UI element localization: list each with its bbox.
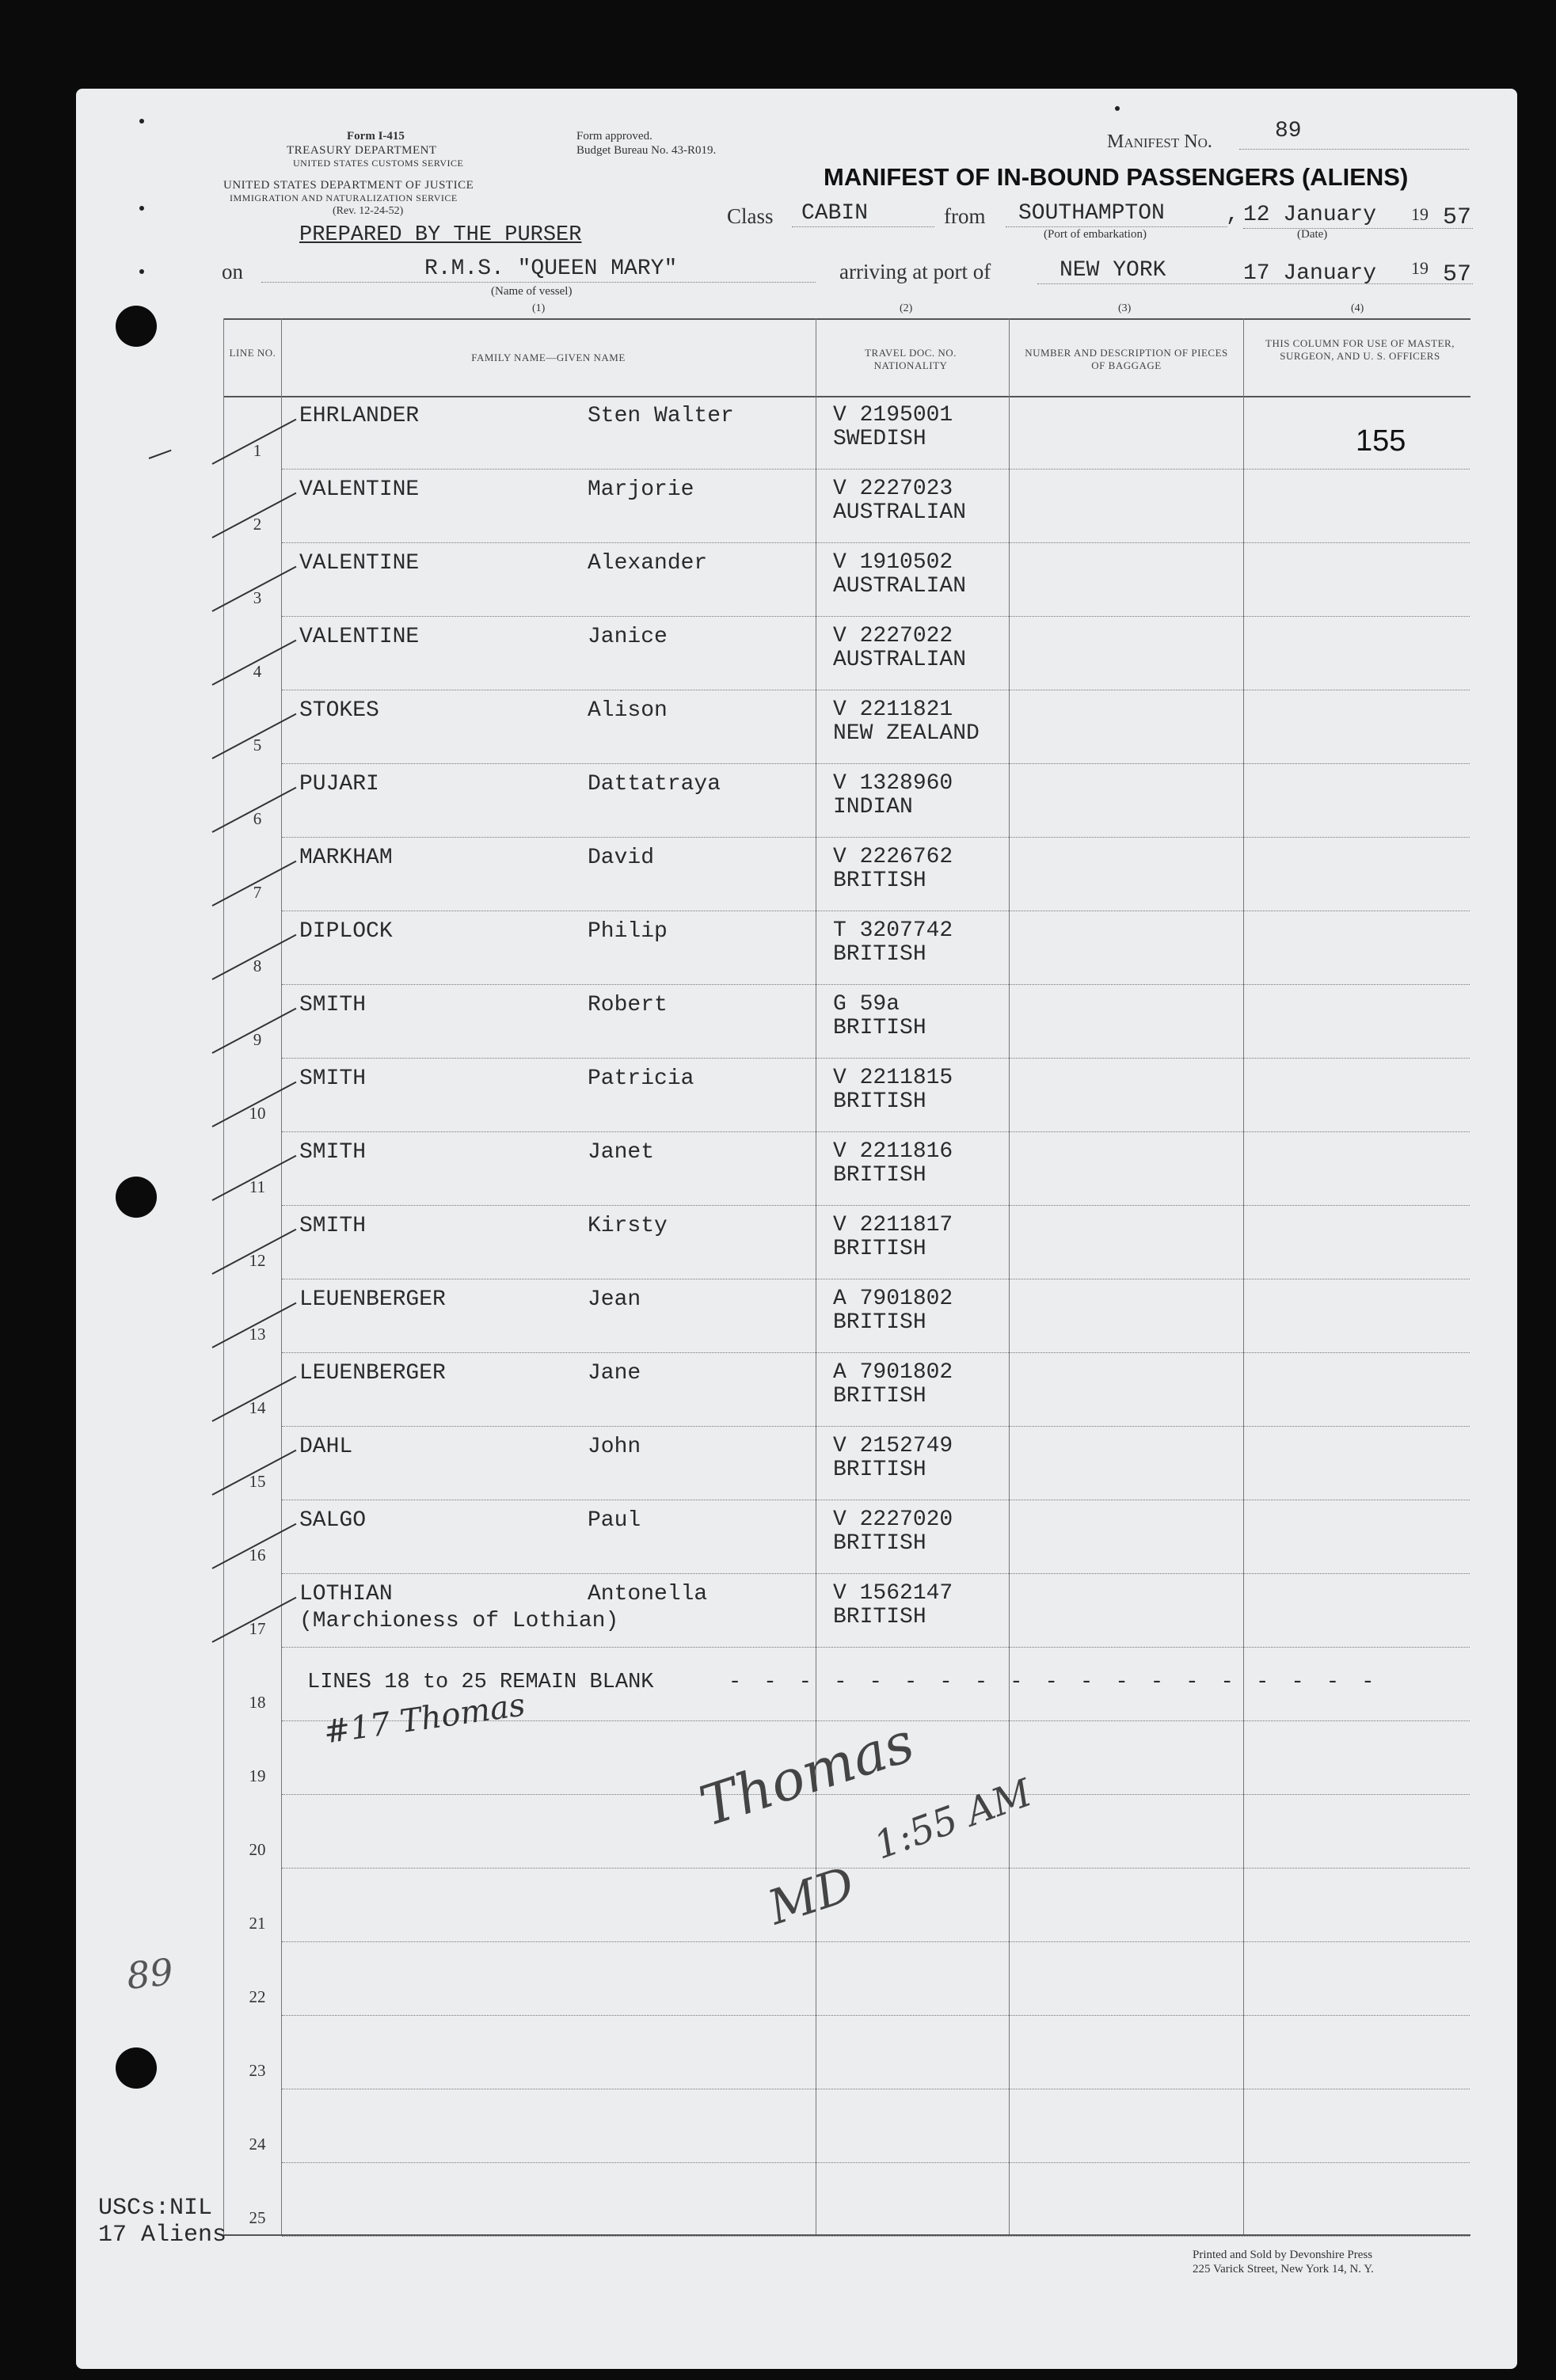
family-name: STOKES — [299, 698, 379, 723]
table-row — [0, 1427, 1556, 1500]
departure-year: 57 — [1443, 204, 1472, 231]
table-row — [0, 543, 1556, 617]
given-name: Patricia — [588, 1066, 694, 1091]
nationality: BRITISH — [833, 1089, 926, 1114]
nationality: AUSTRALIAN — [833, 648, 967, 672]
nationality: BRITISH — [833, 1605, 926, 1629]
ink-dot — [1115, 106, 1120, 111]
travel-doc-number: T 3207742 — [833, 918, 953, 943]
line-number: 20 — [249, 1840, 266, 1859]
vessel-caption: (Name of vessel) — [491, 285, 573, 298]
given-name: Philip — [588, 919, 668, 944]
nationality: AUSTRALIAN — [833, 574, 967, 599]
arrival-year: 57 — [1443, 261, 1472, 288]
family-name: SMITH — [299, 993, 367, 1017]
given-name: David — [588, 846, 655, 870]
travel-doc — [833, 404, 953, 451]
family-name: VALENTINE — [299, 477, 420, 502]
nationality: BRITISH — [833, 1310, 926, 1335]
on-label: on — [222, 260, 243, 283]
travel-doc-number: V 1328960 — [833, 771, 953, 796]
table-row — [0, 764, 1556, 838]
punch-hole — [116, 306, 157, 347]
manifest-number: 89 — [1275, 119, 1302, 143]
arriving-label: arriving at port of — [839, 260, 991, 283]
family-name: DIPLOCK — [299, 919, 393, 944]
given-name: Antonella — [588, 1582, 708, 1606]
travel-doc-number: A 7901802 — [833, 1360, 953, 1385]
line-number: 3 — [253, 588, 262, 607]
vessel-rule — [261, 282, 816, 283]
departure-year-prefix: 19 — [1411, 204, 1429, 224]
manifest-rule — [1239, 149, 1469, 150]
line-number: 22 — [249, 1987, 266, 2006]
family-name: MARKHAM — [299, 846, 393, 870]
nationality: BRITISH — [833, 1016, 926, 1040]
nationality: BRITISH — [833, 1163, 926, 1188]
port-embarkation: SOUTHAMPTON — [1018, 201, 1165, 226]
table-row — [0, 1353, 1556, 1427]
table-row — [0, 1059, 1556, 1132]
given-name: John — [588, 1435, 641, 1459]
printer-line-2: 225 Varick Street, New York 14, N. Y. — [1193, 2263, 1374, 2275]
given-name: Jean — [588, 1287, 641, 1312]
blank-row — [0, 1942, 1556, 2016]
table-row — [0, 1132, 1556, 1206]
travel-doc-number: V 2227020 — [833, 1507, 953, 1532]
line-number: 4 — [253, 662, 262, 681]
table-top-rule — [223, 318, 1470, 320]
travel-doc — [833, 993, 926, 1040]
handwritten-signature: Thomas — [692, 1709, 922, 1839]
line-number: 2 — [253, 515, 262, 534]
table-row — [0, 985, 1556, 1059]
family-name: SALGO — [299, 1508, 367, 1533]
handwritten-time: 1:55 AM — [868, 1770, 1038, 1869]
given-name: Robert — [588, 993, 668, 1017]
port-rule — [1006, 226, 1227, 227]
handwritten-initials: MD — [761, 1856, 862, 1937]
line-number: 12 — [249, 1251, 266, 1270]
family-name: LEUENBERGER — [299, 1287, 446, 1312]
line-number: 8 — [253, 956, 262, 975]
col-4-caption: (4) — [1351, 302, 1364, 314]
table-row — [0, 470, 1556, 543]
travel-doc-number: V 2211817 — [833, 1213, 953, 1238]
travel-doc-number: V 1910502 — [833, 550, 953, 575]
given-name: Marjorie — [588, 477, 694, 502]
line-number: 23 — [249, 2061, 266, 2080]
comma: , — [1226, 203, 1239, 227]
travel-doc-number: V 2227023 — [833, 477, 953, 501]
given-name: Kirsty — [588, 1214, 668, 1238]
travel-doc-number: V 2211816 — [833, 1139, 953, 1164]
travel-doc — [833, 698, 980, 746]
col-1-caption: (1) — [532, 302, 546, 314]
family-name: SMITH — [299, 1214, 367, 1238]
vessel-name: R.M.S. "QUEEN MARY" — [424, 257, 678, 281]
blank-row — [0, 2163, 1556, 2237]
date-caption: (Date) — [1297, 228, 1328, 241]
col-2-caption: (2) — [900, 302, 913, 314]
line-number: 10 — [249, 1104, 266, 1123]
travel-doc — [833, 846, 953, 893]
family-name: SMITH — [299, 1066, 367, 1091]
nationality: NEW ZEALAND — [833, 721, 980, 746]
line-number: 19 — [249, 1766, 266, 1785]
travel-doc-number: V 2211815 — [833, 1066, 953, 1090]
travel-doc-number: V 2226762 — [833, 845, 953, 869]
table-row — [0, 1574, 1556, 1648]
budget-bureau: Budget Bureau No. 43-R019. — [576, 144, 717, 157]
header-baggage: NUMBER AND DESCRIPTION OF PIECES OF BAGGAGE — [1025, 347, 1228, 371]
officer-note: 155 — [1356, 424, 1406, 458]
ink-dot — [139, 269, 144, 274]
line-number: 13 — [249, 1325, 266, 1344]
line-number: 7 — [253, 883, 262, 902]
travel-doc — [833, 919, 953, 967]
header-officers: THIS COLUMN FOR USE OF MASTER, SURGEON, AND U. S. OFFICERS — [1265, 337, 1455, 362]
travel-doc-number: V 2195001 — [833, 403, 953, 428]
line-number: 1 — [253, 441, 262, 460]
customs-service: UNITED STATES CUSTOMS SERVICE — [293, 158, 464, 169]
line-number: 25 — [249, 2208, 266, 2227]
nationality: BRITISH — [833, 1384, 926, 1409]
blank-lines-dashes: - - - - - - - - - - - - - - - - - - - — [729, 1671, 1379, 1694]
travel-doc — [833, 1582, 953, 1629]
dept-treasury: TREASURY DEPARTMENT — [287, 144, 437, 157]
printer-line-1: Printed and Sold by Devonshire Press — [1193, 2249, 1373, 2261]
ink-dot — [139, 206, 144, 211]
nationality: BRITISH — [833, 1237, 926, 1261]
manifest-label: Manifest No. — [1107, 131, 1212, 152]
nationality: BRITISH — [833, 1531, 926, 1556]
table-row — [0, 396, 1556, 470]
travel-doc-number: V 2152749 — [833, 1434, 953, 1458]
prepared-by: PREPARED BY THE PURSER — [299, 223, 582, 247]
travel-doc — [833, 1214, 953, 1261]
departure-date: 12 January — [1243, 203, 1377, 227]
col-3-caption: (3) — [1118, 302, 1132, 314]
nationality: SWEDISH — [833, 427, 926, 451]
travel-doc — [833, 1066, 953, 1114]
date-rule — [1243, 228, 1473, 229]
given-name: Janice — [588, 625, 668, 649]
header-line-no: LINE NO. — [229, 347, 276, 359]
travel-doc — [833, 772, 953, 819]
line-number: 9 — [253, 1030, 262, 1049]
travel-doc — [833, 1435, 953, 1482]
from-label: from — [944, 204, 986, 228]
port-caption: (Port of embarkation) — [1044, 228, 1147, 241]
ink-dot — [139, 119, 144, 124]
revision: (Rev. 12-24-52) — [333, 205, 404, 217]
manifest-title: MANIFEST OF IN-BOUND PASSENGERS (ALIENS) — [824, 163, 1409, 191]
line-number: 15 — [249, 1472, 266, 1491]
class-rule — [792, 226, 934, 227]
class-value: CABIN — [801, 201, 869, 226]
travel-doc-number: V 2227022 — [833, 624, 953, 648]
table-row — [0, 1500, 1556, 1574]
table-row — [0, 1279, 1556, 1353]
line-number: 21 — [249, 1914, 266, 1933]
handwritten-margin-number: 89 — [124, 1950, 176, 1998]
travel-doc — [833, 1508, 953, 1556]
family-name: EHRLANDER — [299, 404, 420, 428]
family-name: LEUENBERGER — [299, 1361, 446, 1386]
form-number: Form I-415 — [347, 130, 405, 143]
line-number: 14 — [249, 1398, 266, 1417]
row-rule — [282, 2236, 1470, 2237]
nationality: BRITISH — [833, 869, 926, 893]
blank-row — [0, 2016, 1556, 2089]
line-number: 6 — [253, 809, 262, 828]
header-travel-doc: TRAVEL DOC. NO. NATIONALITY — [865, 347, 957, 371]
header-name: FAMILY NAME—GIVEN NAME — [471, 352, 626, 363]
given-name: Alison — [588, 698, 668, 723]
travel-doc-number: V 1562147 — [833, 1581, 953, 1606]
form-approved: Form approved. — [576, 130, 652, 143]
arrival-date: 17 January — [1243, 261, 1377, 286]
nationality: BRITISH — [833, 1458, 926, 1482]
class-label: Class — [727, 204, 774, 228]
table-row — [0, 690, 1556, 764]
family-name: SMITH — [299, 1140, 367, 1165]
stamp-line-2: 17 Aliens — [98, 2222, 227, 2249]
given-name: Sten Walter — [588, 404, 734, 428]
line-number: 24 — [249, 2135, 266, 2154]
family-name: DAHL — [299, 1435, 353, 1459]
line-number: 17 — [249, 1619, 266, 1638]
given-name: Janet — [588, 1140, 655, 1165]
arrival-year-prefix: 19 — [1411, 258, 1429, 278]
blank-lines-note: LINES 18 to 25 REMAIN BLANK — [307, 1671, 654, 1694]
travel-doc-number: A 7901802 — [833, 1287, 953, 1311]
line-number: 11 — [249, 1177, 266, 1196]
nationality: AUSTRALIAN — [833, 500, 967, 525]
table-row — [0, 911, 1556, 985]
table-row — [0, 838, 1556, 911]
travel-doc — [833, 1287, 953, 1335]
line-number: 16 — [249, 1545, 266, 1564]
given-name: Alexander — [588, 551, 708, 576]
handwritten-count: #17 Thomas — [321, 1686, 527, 1751]
blank-row — [0, 2089, 1556, 2163]
immigration-service: IMMIGRATION AND NATURALIZATION SERVICE — [230, 192, 458, 203]
stamp-line-1: USCs:NIL — [98, 2195, 213, 2222]
travel-doc — [833, 1140, 953, 1188]
line-number: 5 — [253, 736, 262, 755]
family-name: VALENTINE — [299, 625, 420, 649]
table-row — [0, 1206, 1556, 1279]
travel-doc — [833, 1361, 953, 1409]
given-name: Paul — [588, 1508, 641, 1533]
family-name: PUJARI — [299, 772, 379, 797]
travel-doc — [833, 625, 966, 672]
travel-doc-number: V 2211821 — [833, 698, 953, 722]
nationality: BRITISH — [833, 942, 926, 967]
nationality: INDIAN — [833, 795, 913, 819]
given-name: Dattatraya — [588, 772, 721, 797]
name-extra: (Marchioness of Lothian) — [299, 1609, 619, 1633]
port-arrival: NEW YORK — [1060, 258, 1166, 283]
line-number: 18 — [249, 1693, 266, 1712]
family-name: VALENTINE — [299, 551, 420, 576]
given-name: Jane — [588, 1361, 641, 1386]
table-row — [0, 617, 1556, 690]
family-name: LOTHIAN — [299, 1582, 393, 1606]
travel-doc — [833, 551, 966, 599]
travel-doc — [833, 477, 966, 525]
travel-doc-number: G 59a — [833, 992, 900, 1017]
dept-justice: UNITED STATES DEPARTMENT OF JUSTICE — [223, 179, 474, 192]
